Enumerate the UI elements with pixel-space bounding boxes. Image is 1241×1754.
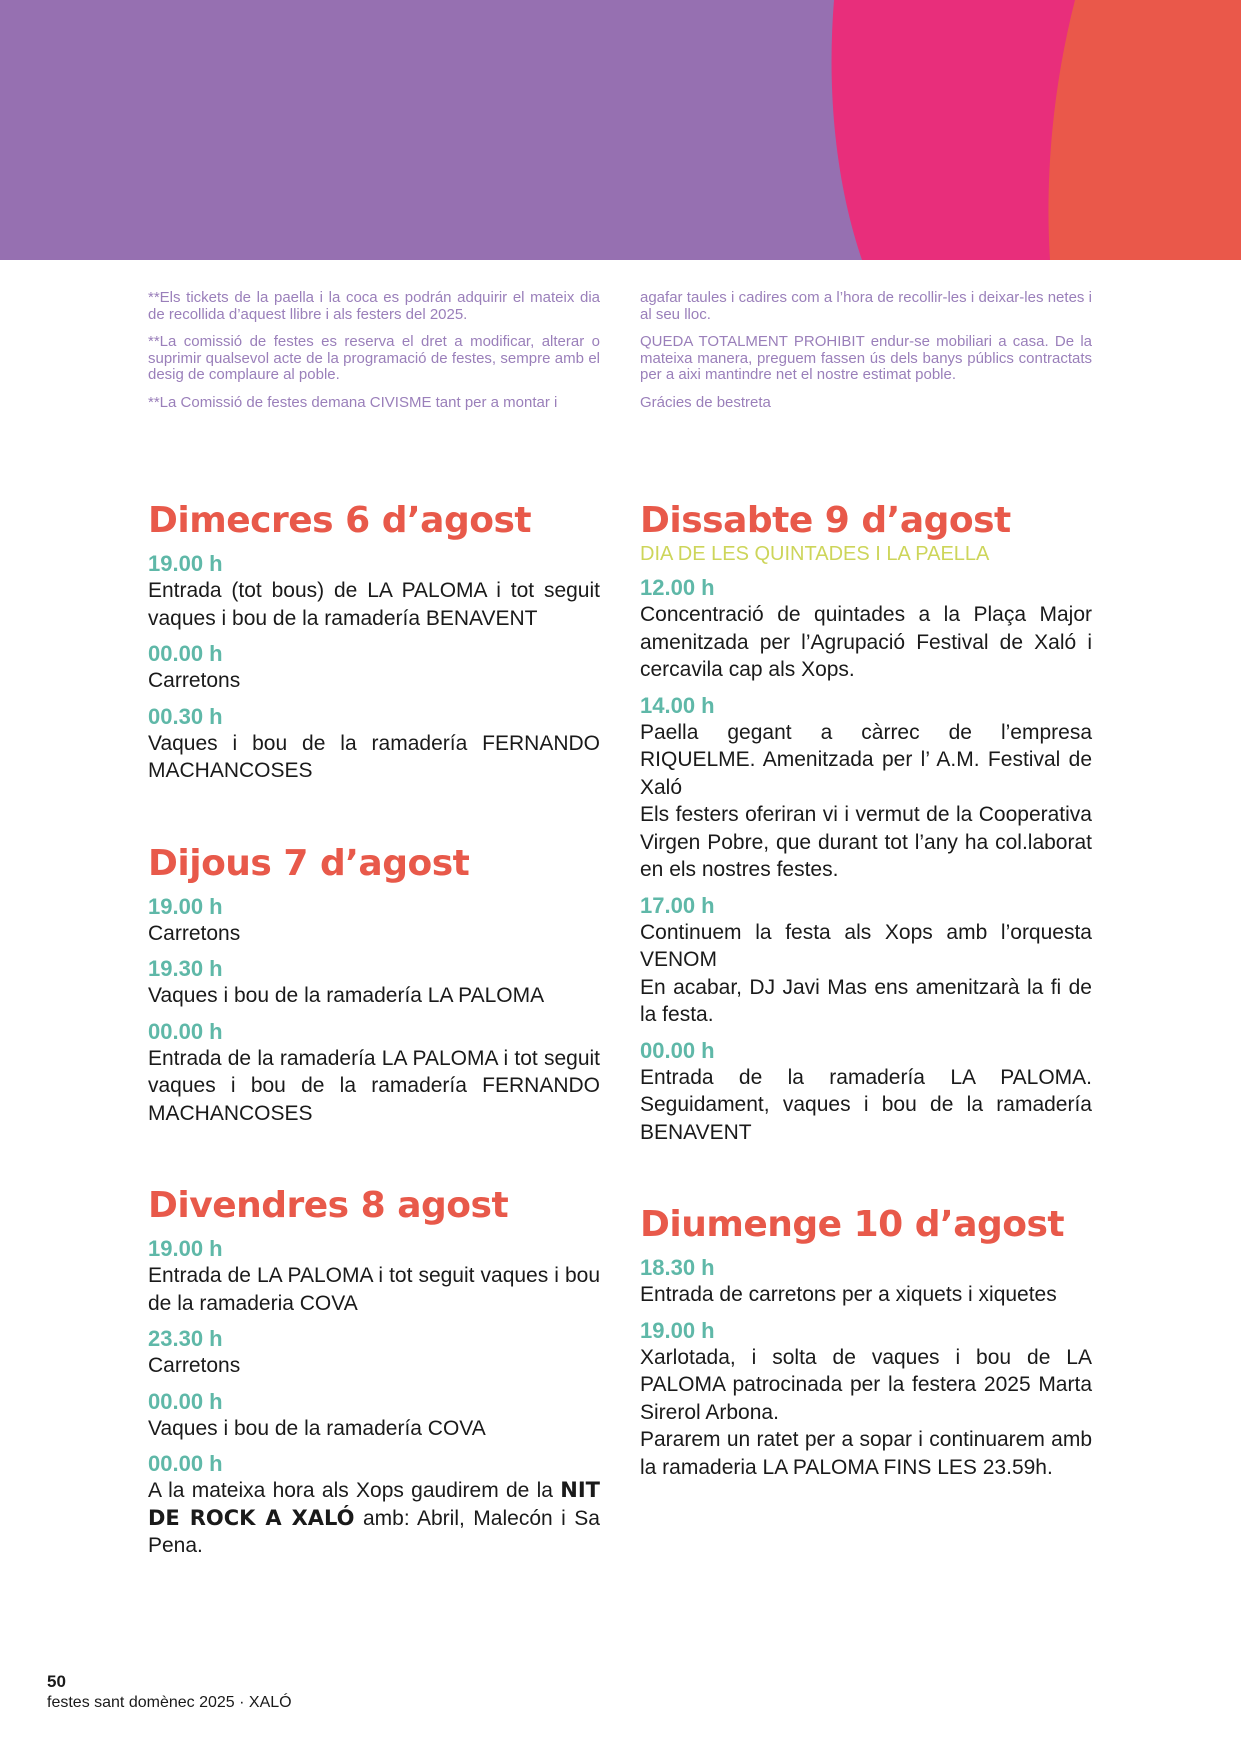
event-time: 12.00 h — [640, 575, 715, 600]
event-time: 19.00 h — [148, 893, 223, 919]
event-text: Xarlotada, i solta de vaques i bou de LA PALOMA patrocinada per la festera 2025 Marta Sirerol Arbona. — [640, 1345, 1092, 1424]
event — [148, 550, 600, 632]
day-friday — [148, 1185, 600, 1560]
header-banner — [0, 0, 1241, 260]
event-time: 00.00 h — [640, 1037, 715, 1063]
day-title: Diumenge 10 d’agost — [640, 1204, 1065, 1245]
event-time: 00.00 h — [148, 641, 223, 666]
event-text: Entrada de LA PALOMA i tot seguit vaques i bou de la ramaderia COVA — [148, 1264, 600, 1315]
event-text: Entrada de la ramadería LA PALOMA i tot seguit vaques i bou de la ramadería FERNANDO MACHANCOSES — [148, 1046, 600, 1125]
event — [640, 1317, 1092, 1482]
event-time: 14.00 h — [640, 692, 715, 718]
event-time: 17.00 h — [640, 892, 715, 918]
event — [148, 893, 600, 948]
event-time: 19.00 h — [640, 1317, 715, 1343]
event-text: Pararem un ratet per a sopar i continuarem amb la ramaderia LA PALOMA FINS LES 23.59h. — [640, 1428, 1092, 1479]
event-time: 23.30 h — [148, 1326, 223, 1351]
event — [148, 1325, 600, 1380]
event — [148, 640, 600, 695]
event-time: 00.30 h — [148, 703, 223, 729]
event-text: Carretons — [148, 1354, 241, 1377]
event — [640, 892, 1092, 1029]
event-time: 00.00 h — [148, 1451, 223, 1476]
event-time: 19.30 h — [148, 956, 223, 981]
event-text: Vaques i bou de la ramadería LA PALOMA — [148, 984, 545, 1007]
footer-text: festes sant domènec 2025 · XALÓ — [47, 1694, 292, 1711]
event-text: Vaques i bou de la ramadería FERNANDO MACHANCOSES — [148, 731, 600, 782]
event-text-before: A la mateixa hora als Xops gaudirem de la — [148, 1479, 561, 1502]
day-title: Divendres 8 agost — [148, 1185, 509, 1226]
note: QUEDA TOTALMENT PROHIBIT endur-se mobiliari a casa. De la mateixa manera, preguem fassen ús dels banys públics contractats per a aixi mantindre net el nostre estimat poble. — [640, 333, 1092, 383]
day-title: Dissabte 9 d’agost — [640, 500, 1011, 541]
event-text-after: amb: Abril, Malecón i Sa Pena. — [148, 1506, 600, 1557]
note: **La Comissió de festes demana CIVISME tant per a montar i — [148, 393, 558, 411]
notes-left — [148, 290, 600, 422]
event — [640, 1254, 1092, 1309]
event — [148, 1018, 600, 1128]
event-text: Entrada de carretons per a xiquets i xiquetes — [640, 1283, 1057, 1306]
event — [148, 1450, 600, 1560]
event-text: Vaques i bou de la ramadería COVA — [148, 1416, 486, 1440]
event-time: 00.00 h — [148, 1018, 223, 1044]
day-thursday — [148, 843, 600, 1128]
page-footer — [47, 1672, 292, 1714]
event-time: 00.00 h — [148, 1388, 223, 1414]
notes-right — [640, 290, 1092, 422]
event — [148, 703, 600, 785]
event-text: Carretons — [148, 669, 241, 692]
event-text — [148, 1477, 600, 1560]
event — [148, 955, 600, 1010]
day-saturday — [640, 500, 1092, 1146]
event-time: 19.00 h — [148, 551, 223, 576]
event-text: Continuem la festa als Xops amb l’orquesta VENOM — [640, 920, 1092, 971]
day-subtitle: DIA DE LES QUINTADES I LA PAELLA — [640, 543, 990, 565]
event-text: Entrada (tot bous) de LA PALOMA i tot seguit vaques i bou de la ramadería BENAVENT — [148, 579, 600, 630]
event — [640, 1037, 1092, 1147]
day-sunday — [640, 1204, 1092, 1481]
event-text: Carretons — [148, 921, 241, 945]
schedule-left-column — [148, 500, 600, 1618]
schedule-right-column — [640, 500, 1092, 1539]
event-text: Concentració de quintades a la Plaça Major amenitzada per l’Agrupació Festival de Xaló i cercavila cap als Xops. — [640, 603, 1092, 681]
day-title: Dimecres 6 d’agost — [148, 500, 532, 541]
event-highlight: NIT DE ROCK A XALÓ — [148, 1478, 600, 1530]
day-wednesday — [148, 500, 600, 785]
note: **La comissió de festes es reserva el dret a modificar, alterar o suprimir qualsevol acte de la programació de festes, sempre amb el desig de complaure al poble. — [148, 333, 600, 383]
event-time: 18.30 h — [640, 1255, 715, 1280]
event-time: 19.00 h — [148, 1236, 223, 1261]
day-title: Dijous 7 d’agost — [148, 842, 470, 884]
event-text: Entrada de la ramadería LA PALOMA. Seguidament, vaques i bou de la ramadería BENAVENT — [640, 1065, 1092, 1144]
event-text: Paella gegant a càrrec de l’empresa RIQUELME. Amenitzada per l’ A.M. Festival de Xaló — [640, 720, 1092, 799]
event-text: Els festers oferiran vi i vermut de la Cooperativa Virgen Pobre, que durant tot l’any ha col.laborat en els nostres festes. — [640, 803, 1092, 881]
note: Grácies de bestreta — [640, 393, 771, 411]
event-text: En acabar, DJ Javi Mas ens amenitzarà la fi de la festa. — [640, 975, 1092, 1026]
event — [148, 1235, 600, 1317]
event — [148, 1388, 600, 1443]
note: **Els tickets de la paella i la coca es podrán adquirir el mateix dia de recollida d’aquest llibre i als festers del 2025. — [148, 289, 600, 323]
note: agafar taules i cadires com a l’hora de recollir-les i deixar-les netes i al seu lloc. — [640, 289, 1092, 323]
event — [640, 692, 1092, 884]
page-number: 50 — [47, 1672, 66, 1691]
event — [640, 574, 1092, 684]
